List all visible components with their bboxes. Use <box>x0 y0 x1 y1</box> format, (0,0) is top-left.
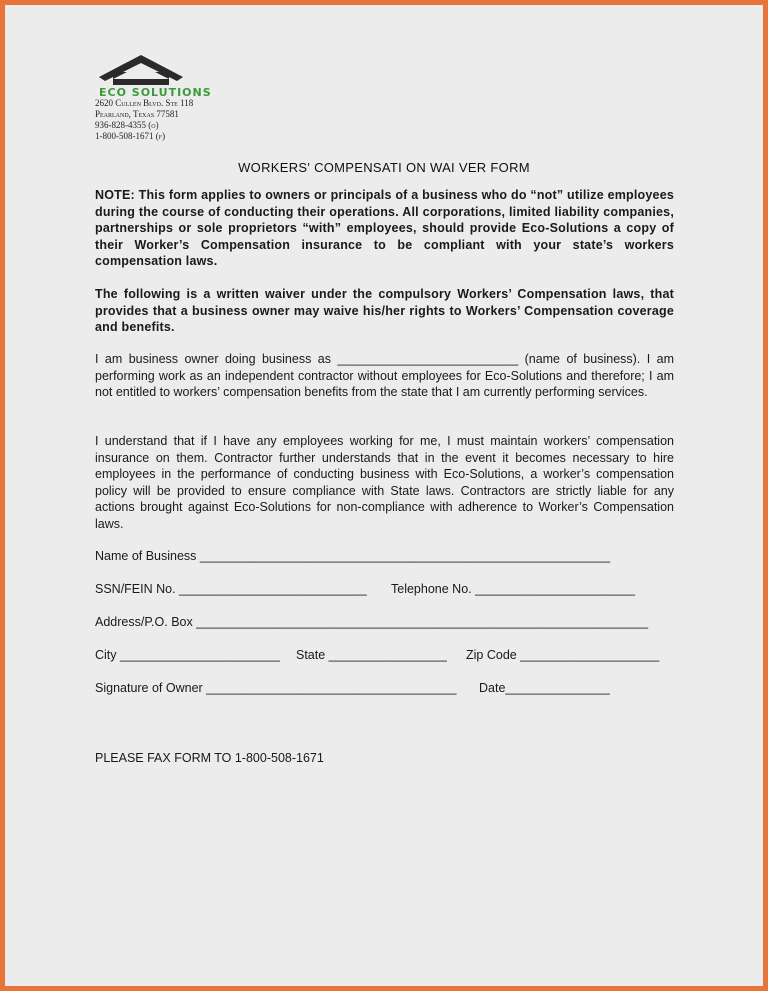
statement-paragraph-1: I am business owner doing business as __________________________ (name of business). I am performing work as an independent contractor without employees for Eco-Solutions and therefore; I am not entitled to workers’ compensation benefits from the state that I am currently performing services. <box>95 352 674 399</box>
phone-line: 936-828-4355 (o) <box>95 120 159 130</box>
city-field[interactable]: City _______________________ <box>95 648 280 662</box>
address-line: 2620 Cullen Blvd. Ste 118 <box>95 98 194 108</box>
house-roof-icon <box>99 55 183 87</box>
signature-field[interactable]: Signature of Owner ____________________________________ <box>95 681 457 695</box>
date-field[interactable]: Date_______________ <box>479 681 610 695</box>
waiver-intro-paragraph: The following is a written waiver under the compulsory Workers’ Compensation laws, that provides that a business owner may waive his/her rights to Workers’ Compensation coverage and benefits. <box>95 287 674 334</box>
address-line: Pearland, Texas 77581 <box>95 109 179 119</box>
company-logo <box>99 55 239 99</box>
ssn-fein-field[interactable]: SSN/FEIN No. ___________________________ <box>95 582 367 596</box>
name-of-business-field[interactable]: Name of Business ___________________________________________________________ <box>95 549 611 563</box>
company-name: ECO SOLUTIONS <box>99 86 212 99</box>
fax-line: 1-800-508-1671 (f) <box>95 131 166 141</box>
fax-instruction: PLEASE FAX FORM TO 1-800-508-1671 <box>95 751 324 765</box>
form-title: WORKERS' COMPENSATI ON WAI VER FORM <box>238 160 530 175</box>
company-address <box>95 98 193 142</box>
statement-paragraph-2: I understand that if I have any employees working for me, I must maintain workers’ compensation insurance on them. Contractor further understands that in the event it becomes necessary to hire employees in the performance of conducting business with Eco-Solutions, a worker’s compensation policy will be provided to ensure compliance with State laws. Contractors are strictly liable for any actions brought against Eco-Solutions for non-compliance with adherence to Worker’s Compensation laws. <box>95 434 674 531</box>
address-field[interactable]: Address/P.O. Box _________________________________________________________________ <box>95 615 649 629</box>
note-paragraph: NOTE: This form applies to owners or principals of a business who do “not” utilize employees during the course of conducting their operations. All corporations, limited liability companies, partnerships or sole proprietors “with” employees, should provide Eco-Solutions a copy of their Worker’s Compensation insurance to be compliant with your state’s workers compensation laws. <box>95 188 674 268</box>
telephone-field[interactable]: Telephone No. _______________________ <box>391 582 635 596</box>
form-page <box>5 5 763 986</box>
zip-code-field[interactable]: Zip Code ____________________ <box>466 648 660 662</box>
state-field[interactable]: State _________________ <box>296 648 447 662</box>
